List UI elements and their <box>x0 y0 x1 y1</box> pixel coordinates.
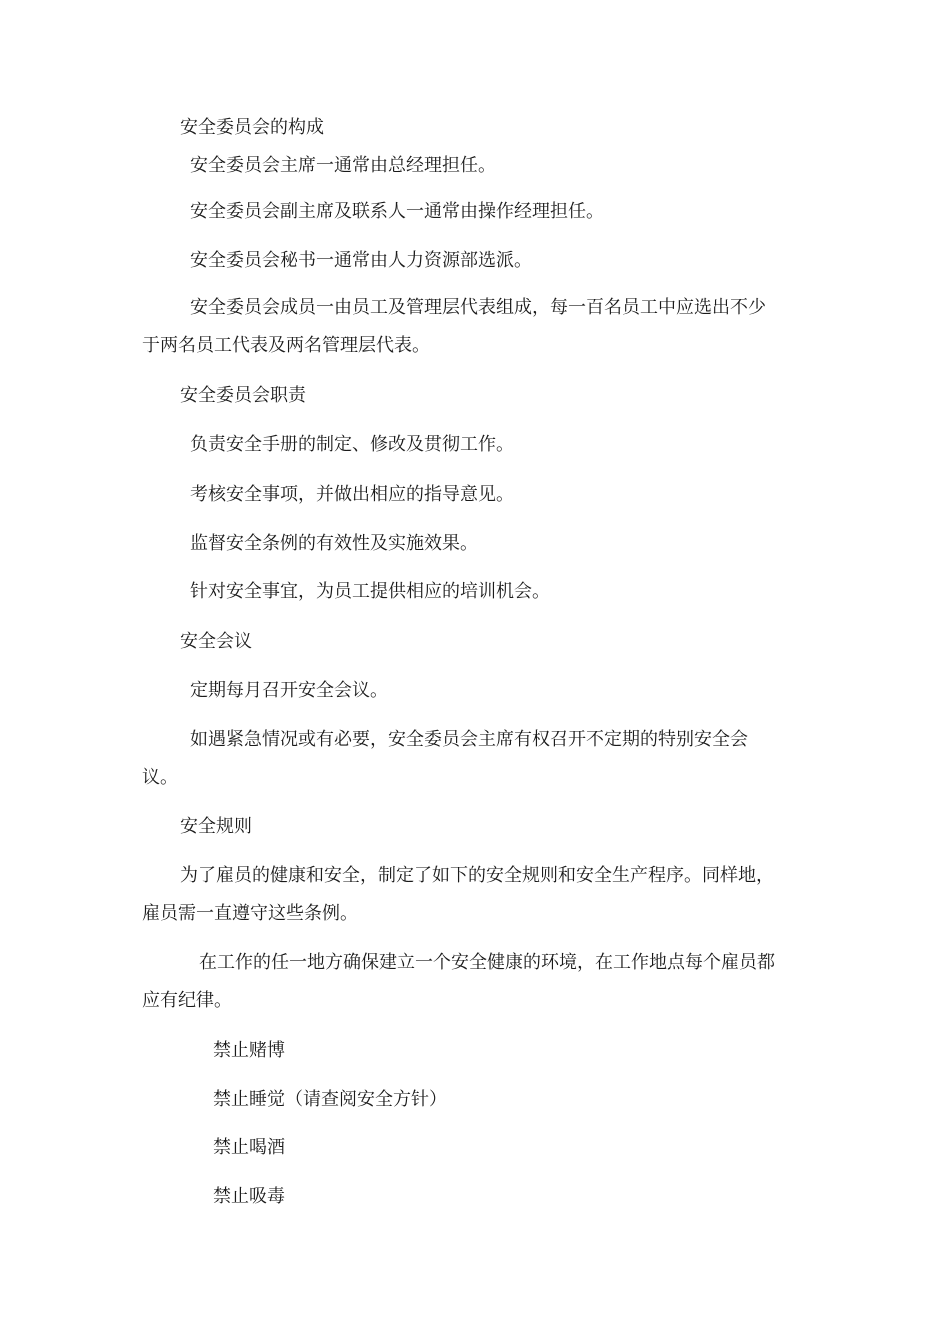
paragraph-rules-intro-line2: 雇员需一直遵守这些条例。 <box>142 903 358 924</box>
heading-committee-duties: 安全委员会职责 <box>180 385 306 406</box>
paragraph-emergency-meeting-line1: 如遇紧急情况或有必要，安全委员会主席有权召开不定期的特别安全会 <box>190 729 748 750</box>
paragraph-members-line1: 安全委员会成员一由员工及管理层代表组成，每一百名员工中应选出不少 <box>190 297 766 318</box>
paragraph-environment-line2: 应有纪律。 <box>142 990 232 1011</box>
paragraph-secretary: 安全委员会秘书一通常由人力资源部选派。 <box>190 250 532 271</box>
heading-safety-meeting: 安全会议 <box>180 631 252 652</box>
paragraph-vice-chairman: 安全委员会副主席及联系人一通常由操作经理担任。 <box>190 201 604 222</box>
heading-safety-rules: 安全规则 <box>180 816 252 837</box>
paragraph-duty-manual: 负责安全手册的制定、修改及贯彻工作。 <box>190 434 514 455</box>
rule-no-drinking: 禁止喝酒 <box>213 1137 285 1158</box>
paragraph-environment-line1: 在工作的任一地方确保建立一个安全健康的环境，在工作地点每个雇员都 <box>199 952 775 973</box>
rule-no-gambling: 禁止赌博 <box>213 1040 285 1061</box>
paragraph-monthly-meeting: 定期每月召开安全会议。 <box>190 680 388 701</box>
heading-committee-composition: 安全委员会的构成 <box>180 117 324 138</box>
paragraph-emergency-meeting-line2: 议。 <box>142 767 178 788</box>
paragraph-duty-assess: 考核安全事项，并做出相应的指导意见。 <box>190 484 514 505</box>
paragraph-members-line2: 于两名员工代表及两名管理层代表。 <box>142 335 430 356</box>
paragraph-rules-intro-line1: 为了雇员的健康和安全，制定了如下的安全规则和安全生产程序。同样地， <box>180 865 774 886</box>
rule-no-drugs: 禁止吸毒 <box>213 1186 285 1207</box>
paragraph-duty-training: 针对安全事宜，为员工提供相应的培训机会。 <box>190 581 550 602</box>
rule-no-sleeping: 禁止睡觉（请查阅安全方针） <box>213 1089 447 1110</box>
paragraph-duty-supervise: 监督安全条例的有效性及实施效果。 <box>190 533 478 554</box>
paragraph-chairman: 安全委员会主席一通常由总经理担任。 <box>190 155 496 176</box>
